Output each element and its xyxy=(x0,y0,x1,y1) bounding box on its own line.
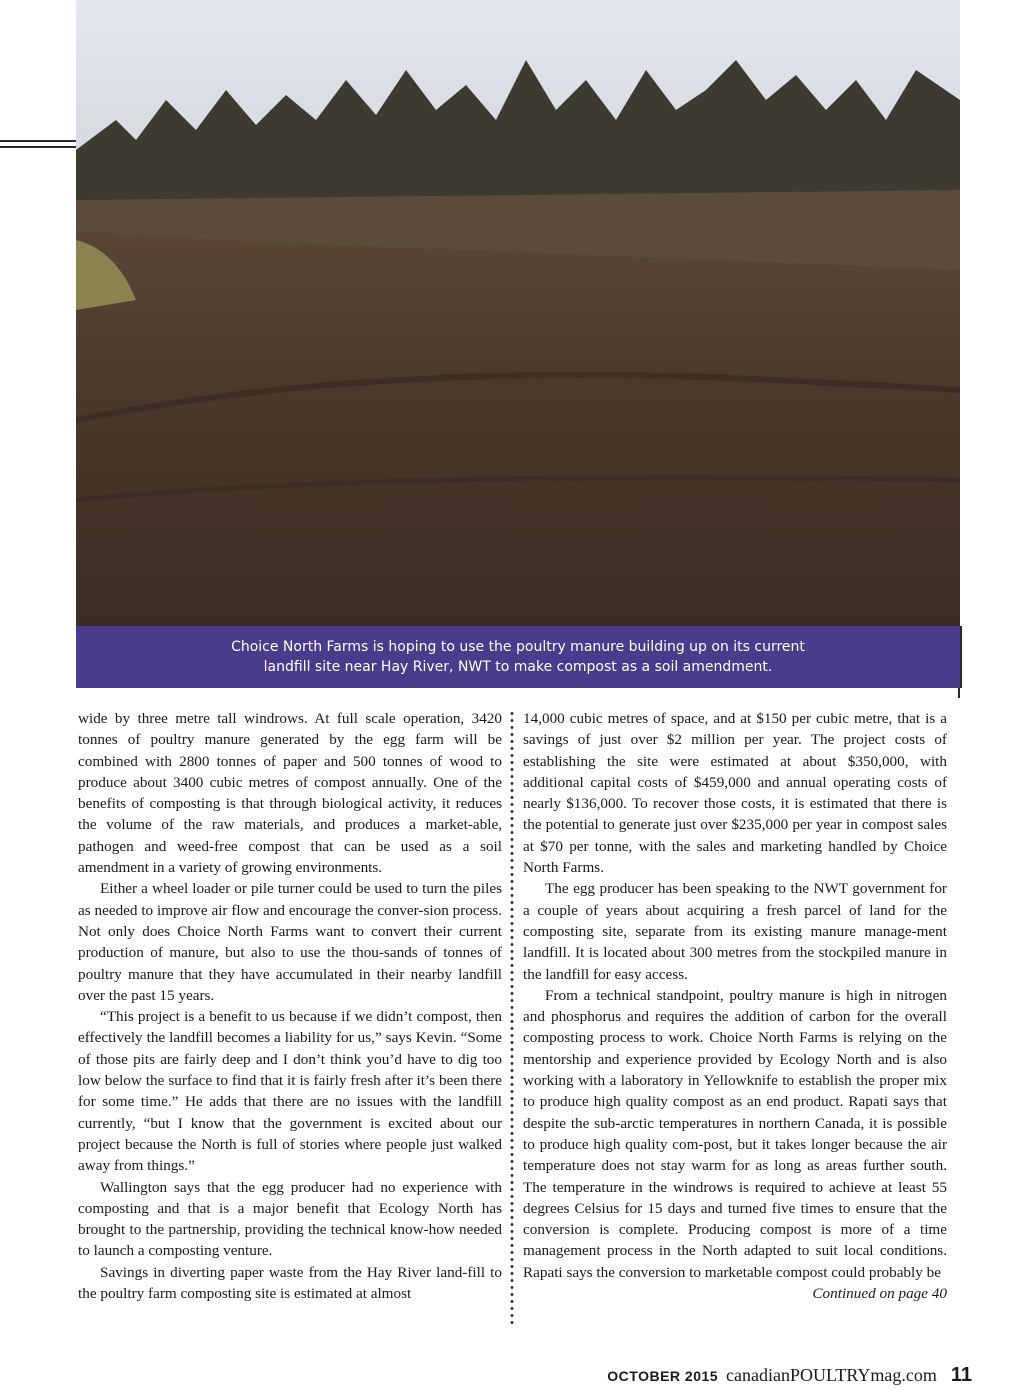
edge-rule-bottom xyxy=(0,146,76,148)
edge-rule-top xyxy=(0,140,76,142)
landfill-photo-drawing xyxy=(76,0,960,626)
left-paragraph-4: Wallington says that the egg producer had no experience with composting and that is a major benefit that Ecology North has brought to the partnership, providing the technical know-how needed to launch a composting venture. xyxy=(78,1178,502,1260)
landfill-photo xyxy=(76,0,960,626)
page-number: 11 xyxy=(950,1364,972,1386)
issue-date: OCTOBER 2015 xyxy=(607,1368,719,1384)
page-footer xyxy=(607,1364,972,1387)
left-paragraph-3: “This project is a benefit to us because if we didn’t compost, then effectively the landfill becomes a liability for us,” says Kevin. “Some of those pits are fairly deep and I don’t think you’d have to dig too low below the surface to find that it is fairly fresh after it’s been there for some time.” He adds that there are no issues with the landfill currently, “but I know that the government is excited about our project because the North is full of stories where people just walked away from things.” xyxy=(78,1008,502,1175)
caption-frame-line xyxy=(960,626,962,688)
continued-note: Continued on page 40 xyxy=(812,1285,947,1303)
magazine-site: canadianPOULTRYmag.com xyxy=(726,1365,937,1385)
left-paragraph-2: Either a wheel loader or pile turner could be used to turn the piles as needed to improve air flow and encourage the conver-sion process. Not only does Choice North Farms want to convert their current production of manure, but also to use the thou-sands of tonnes of poultry manure that they have accumulated in their nearby landfill over the past 15 years. xyxy=(78,880,502,1004)
left-column xyxy=(78,708,502,1304)
frame-side-line xyxy=(958,688,960,698)
right-paragraph-3: From a technical standpoint, poultry manure is high in nitrogen and phosphorus and requires the addition of carbon for the overall composting process to work. Choice North Farms is relying on the mentorship and experience provided by Ecology North and is also working with a laboratory in Yellowknife to establish the proper mix to produce high quality compost as an end product. Rapati says that despite the sub-arctic temperatures in northern Canada, it is possible to produce high quality com-post, but it takes longer because the air temperature does not stay warm for as long as areas further south. The temperature in the windrows is required to achieve at least 55 degrees Celsius for 15 days and turned five times to ensure that the conversion is complete. Producing compost is more of a time management process in the North adapted to suit local conditions. Rapati says the conversion to marketable compost could probably be xyxy=(523,986,947,1281)
right-paragraph-1: 14,000 cubic metres of space, and at $150 per cubic metre, that is a savings of just over $2 million per year. The project costs of establishing the site were estimated at about $350,000, with additional capital costs of $459,000 and annual operating costs of nearly $136,000. To recover those costs, it is estimated that there is the potential to generate just over $235,000 per year in compost sales at $70 per tonne, with the sales and marketing handled by Choice North Farms. xyxy=(523,710,947,877)
caption-line-2: landfill site near Hay River, NWT to make compost as a soil amendment. xyxy=(263,659,773,675)
right-paragraph-2: The egg producer has been speaking to the NWT government for a couple of years about acquiring a fresh parcel of land for the composting site, separate from its existing manure manage-ment landfill. It is located about 300 metres from the stockpiled manure in the landfill for easy access. xyxy=(523,880,947,983)
left-paragraph-5: Savings in diverting paper waste from the Hay River land-fill to the poultry farm composting site is estimated at almost xyxy=(78,1263,502,1303)
left-paragraph-1: wide by three metre tall windrows. At full scale operation, 3420 tonnes of poultry manure generated by the egg farm will be combined with 2800 tonnes of paper and 500 tonnes of wood to produce about 3400 cubic metres of compost annually. One of the benefits of composting is that through biological activity, it reduces the volume of the raw materials, and produces a market-able, pathogen and weed-free compost that can be used as a soil amendment in a variety of growing environments. xyxy=(78,710,502,877)
caption-line-1: Choice North Farms is hoping to use the poultry manure building up on its current xyxy=(231,639,805,655)
photo-caption xyxy=(76,626,960,688)
column-divider-dots xyxy=(509,710,515,1326)
right-column xyxy=(523,708,947,1304)
